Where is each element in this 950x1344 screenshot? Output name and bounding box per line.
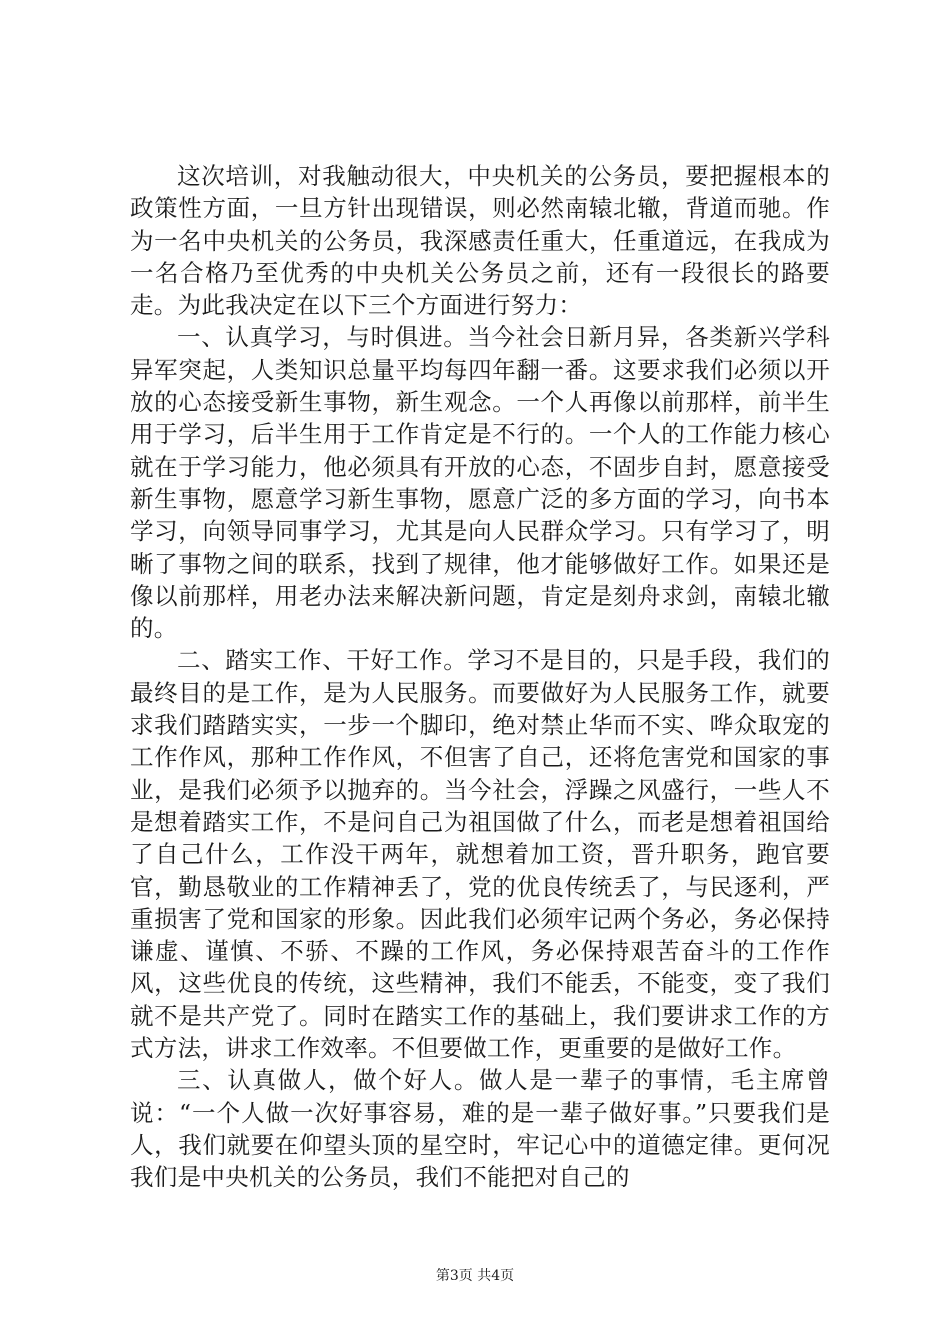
- paragraph-intro: 这次培训，对我触动很大，中央机关的公务员，要把握根本的政策性方面，一旦方针出现错误，则必然南辕北辙，背道而驰。作为一名中央机关的公务员，我深感责任重大，任重道远，在我成为一名合格乃至优秀的中央机关公务员之前，还有一段很长的路要走。为此我决定在以下三个方面进行努力：: [130, 162, 830, 320]
- document-body: [130, 160, 830, 1194]
- paragraph-study: 一、认真学习，与时俱进。当今社会日新月异，各类新兴学科异军突起，人类知识总量平均每四年翻一番。这要求我们必须以开放的心态接受新生事物，新生观念。一个人再像以前那样，前半生用于学习，后半生用于工作肯定是不行的。一个人的工作能力核心就在于学习能力，他必须具有开放的心态，不固步自封，愿意接受新生事物，愿意学习新生事物，愿意广泛的多方面的学习，向书本学习，向领导同事学习，尤其是向人民群众学习。只有学习了，明晰了事物之间的联系，找到了规律，他才能够做好工作。如果还是像以前那样，用老办法来解决新问题，肯定是刻舟求剑，南辕北辙的。: [130, 323, 830, 643]
- paragraph-work: 二、踏实工作、干好工作。学习不是目的，只是手段，我们的最终目的是工作，是为人民服务。而要做好为人民服务工作，就要求我们踏踏实实，一步一个脚印，绝对禁止华而不实、哗众取宠的工作作风，那种工作作风，不但害了自己，还将危害党和国家的事业，是我们必须予以抛弃的。当今社会，浮躁之风盛行，一些人不是想着踏实工作，不是问自己为祖国做了什么，而老是想着祖国给了自己什么，工作没干两年，就想着加工资，晋升职务，跑官要官，勤恳敬业的工作精神丢了，党的优良传统丢了，与民逐利，严重损害了党和国家的形象。因此我们必须牢记两个务必，务必保持谦虚、谨慎、不骄、不躁的工作风，务必保持艰苦奋斗的工作作风，这些优良的传统，这些精神，我们不能丢，不能变，变了我们就不是共产党了。同时在踏实工作的基础上，我们要讲求工作的方式方法，讲求工作效率。不但要做工作，更重要的是做好工作。: [130, 646, 830, 1063]
- page-footer: 第3页 共4页: [435, 1268, 515, 1284]
- paragraph-conduct: 三、认真做人，做个好人。做人是一辈子的事情，毛主席曾说：“一个人做一次好事容易，难的是一辈子做好事。”只要我们是人，我们就要在仰望头顶的星空时，牢记心中的道德定律。更何况我们是中央机关的公务员，我们不能把对自己的: [130, 1066, 830, 1192]
